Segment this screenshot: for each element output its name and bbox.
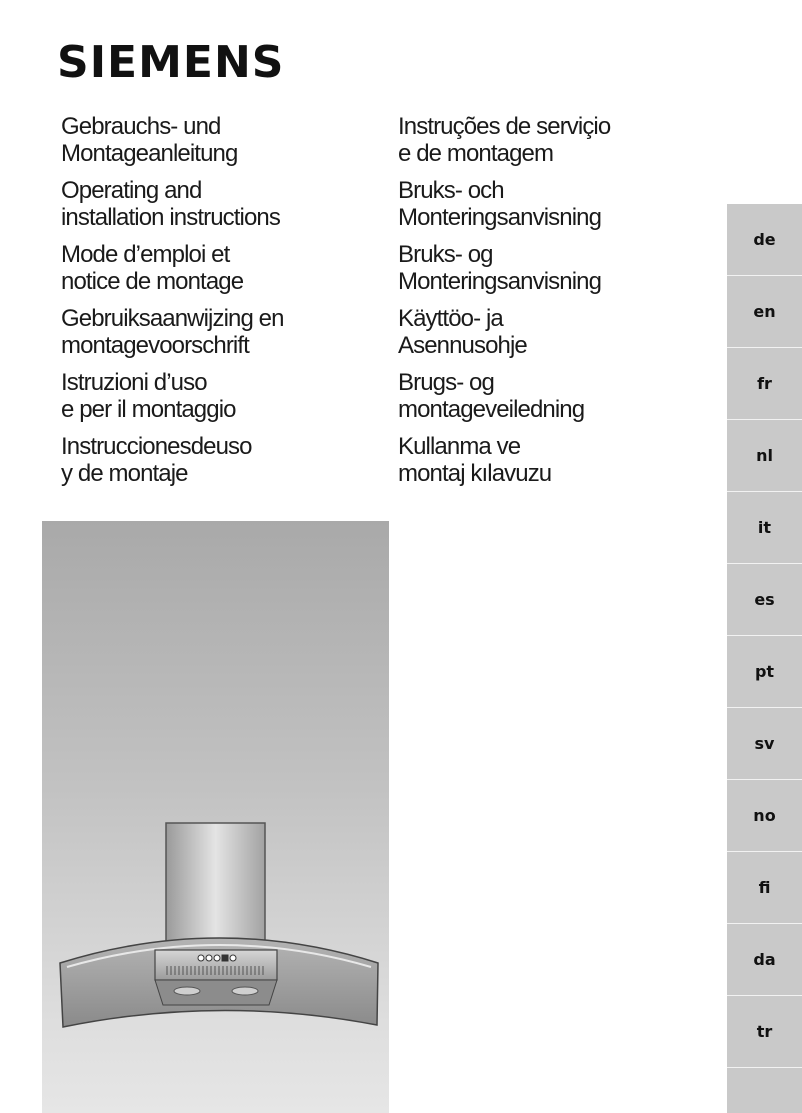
hood-control-buttons <box>198 955 236 961</box>
language-tab-strip <box>727 204 802 1113</box>
title-line: Brugs- og <box>398 369 494 396</box>
title-line: Instruções de serviçio <box>398 113 611 140</box>
title-line: montaj kılavuzu <box>398 460 552 487</box>
title-line: y de montaje <box>61 460 188 487</box>
cooker-hood-illustration <box>55 815 385 1035</box>
title-line: e de montagem <box>398 140 554 167</box>
title-line: Montageanleitung <box>61 140 238 167</box>
hood-chimney <box>166 823 265 943</box>
title-line: Istruzioni d’uso <box>61 369 207 396</box>
lang-tab-fi[interactable]: fi <box>727 852 802 924</box>
title-line: Instruccionesdeuso <box>61 433 252 460</box>
title-line: Bruks- og <box>398 241 493 268</box>
title-line: notice de montage <box>61 268 244 295</box>
title-line: Kullanma ve <box>398 433 521 460</box>
lang-tab-sv[interactable]: sv <box>727 708 802 780</box>
lang-tab-en[interactable]: en <box>727 276 802 348</box>
title-it <box>61 369 391 433</box>
title-tr <box>398 433 728 497</box>
title-line: installation instructions <box>61 204 280 231</box>
title-da <box>398 369 728 433</box>
title-de <box>61 113 391 177</box>
title-line: Gebruiksaanwijzing en <box>61 305 284 332</box>
title-sv <box>398 177 728 241</box>
title-line: Gebrauchs- und <box>61 113 221 140</box>
lang-tab-pt[interactable]: pt <box>727 636 802 708</box>
lang-tab-no[interactable]: no <box>727 780 802 852</box>
title-line: Monteringsanvisning <box>398 204 602 231</box>
title-fr <box>61 241 391 305</box>
title-line: Operating and <box>61 177 202 204</box>
title-fi <box>398 305 728 369</box>
titles-left-column <box>61 113 391 497</box>
title-es <box>61 433 391 497</box>
title-en <box>61 177 391 241</box>
title-nl <box>61 305 391 369</box>
title-line: Käyttöo- ja <box>398 305 503 332</box>
lang-tab-nl[interactable]: nl <box>727 420 802 492</box>
lang-tab-fr[interactable]: fr <box>727 348 802 420</box>
hood-light-right <box>232 987 258 995</box>
lang-tab-de[interactable]: de <box>727 204 802 276</box>
lang-tab-es[interactable]: es <box>727 564 802 636</box>
brand-logo: SIEMENS <box>57 37 285 88</box>
hood-light-left <box>174 987 200 995</box>
title-line: Asennusohje <box>398 332 527 359</box>
lang-tab-it[interactable]: it <box>727 492 802 564</box>
title-line: montageveiledning <box>398 396 585 423</box>
title-pt <box>398 113 728 177</box>
title-no <box>398 241 728 305</box>
title-line: montagevoorschrift <box>61 332 249 359</box>
titles-right-column <box>398 113 728 497</box>
title-line: e per il montaggio <box>61 396 236 423</box>
title-line: Bruks- och <box>398 177 504 204</box>
hood-filter-tray <box>155 980 277 1005</box>
title-line: Monteringsanvisning <box>398 268 602 295</box>
lang-tab-da[interactable]: da <box>727 924 802 996</box>
title-line: Mode d’emploi et <box>61 241 230 268</box>
hood-body <box>155 950 277 980</box>
lang-tab-tr[interactable]: tr <box>727 996 802 1068</box>
